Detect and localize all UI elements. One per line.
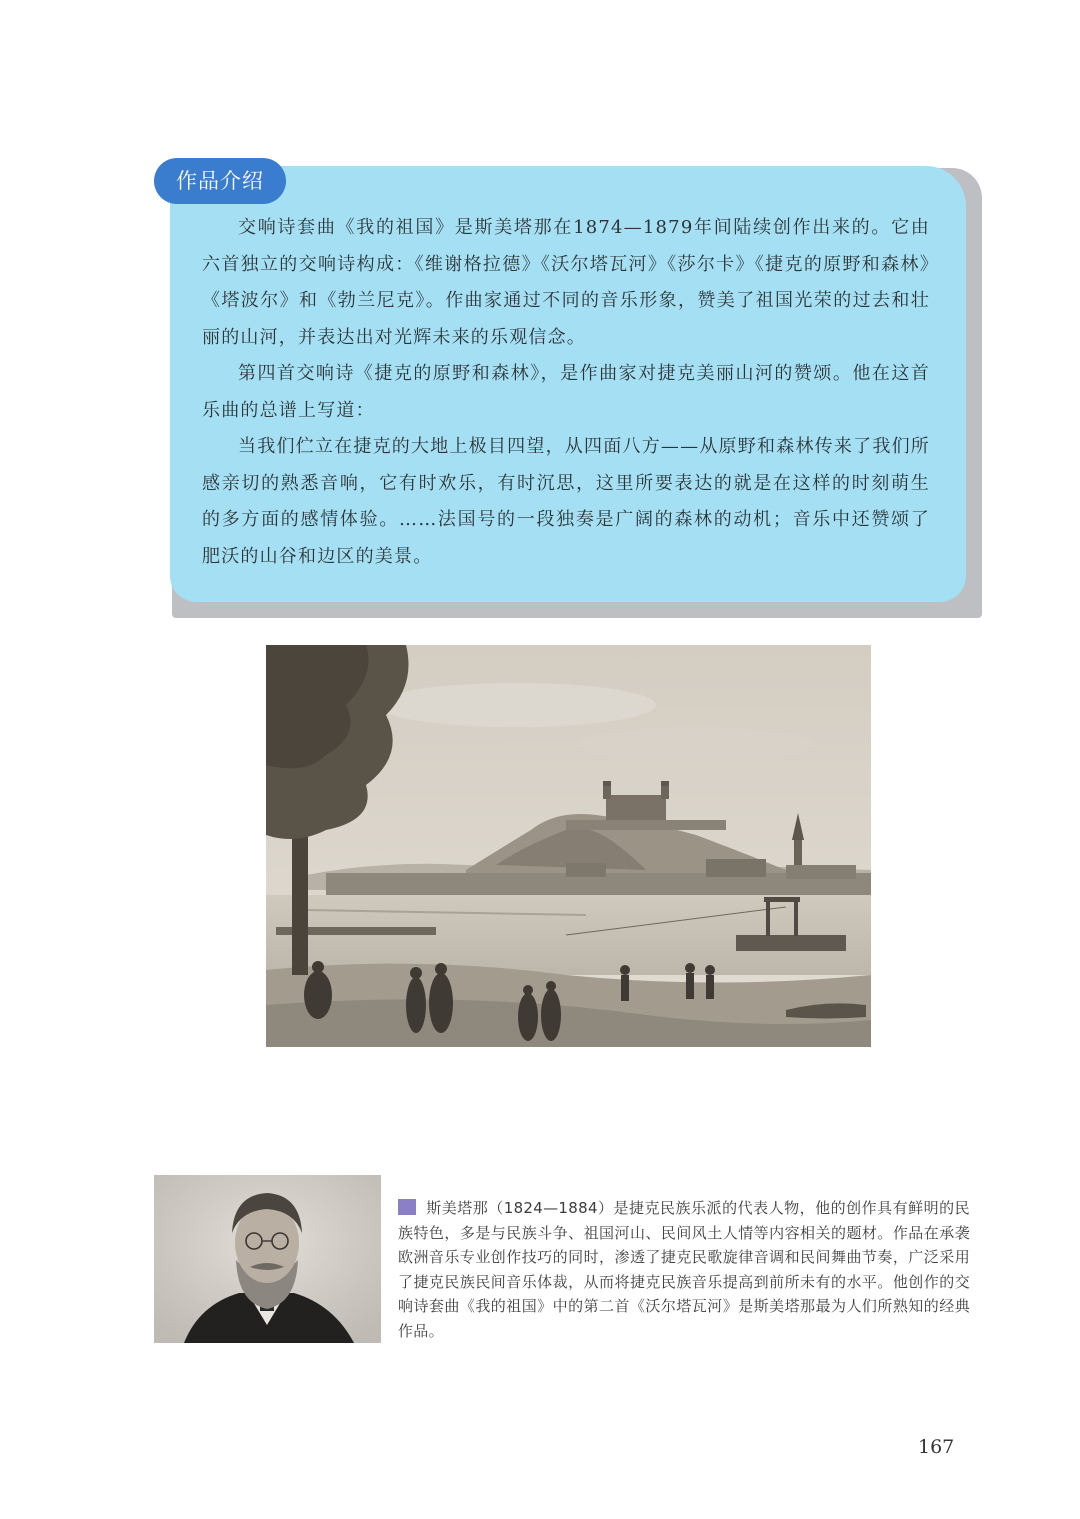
smetana-portrait — [154, 1175, 381, 1343]
page-number: 167 — [918, 1436, 955, 1458]
bio-marker-icon — [398, 1199, 416, 1215]
castle-river-painting — [266, 645, 871, 1047]
intro-paragraph-1: 交响诗套曲《我的祖国》是斯美塔那在1874—1879年间陆续创作出来的。它由六首独立的交响诗构成：《维谢格拉德》《沃尔塔瓦河》《莎尔卡》《捷克的原野和森林》《塔波尔》和《勃兰尼克》。作曲家通过不同的音乐形象，赞美了祖国光荣的过去和壮丽的山河，并表达出对光辉未来的乐观信念。 — [202, 217, 930, 348]
biography-text-block — [398, 1196, 970, 1344]
intro-box — [170, 166, 966, 602]
intro-paragraph-3: 当我们伫立在捷克的大地上极目四望，从四面八方——从原野和森林传来了我们所感亲切的熟悉音响，它有时欢乐，有时沉思，这里所要表达的就是在这样的时刻萌生的多方面的感情体验。……法国号的一段独奏是广阔的森林的动机；音乐中还赞颂了肥沃的山谷和边区的美景。 — [202, 436, 930, 567]
portrait-illustration — [154, 1175, 381, 1343]
intro-tab-label: 作品介绍 — [154, 158, 286, 204]
intro-paragraph-2: 第四首交响诗《捷克的原野和森林》，是作曲家对捷克美丽山河的赞颂。他在这首乐曲的总谱上写道： — [202, 363, 930, 421]
painting-illustration — [266, 645, 871, 1047]
biography-text: 斯美塔那（1824—1884）是捷克民族乐派的代表人物，他的创作具有鲜明的民族特色，多是与民族斗争、祖国河山、民间风土人情等内容相关的题材。作品在承袭欧洲音乐专业创作技巧的同时，渗透了捷克民歌旋律音调和民间舞曲节奏，广泛采用了捷克民族民间音乐体裁，从而将捷克民族音乐提高到前所未有的水平。他创作的交响诗套曲《我的祖国》中的第二首《沃尔塔瓦河》是斯美塔那最为人们所熟知的经典作品。 — [398, 1199, 970, 1340]
